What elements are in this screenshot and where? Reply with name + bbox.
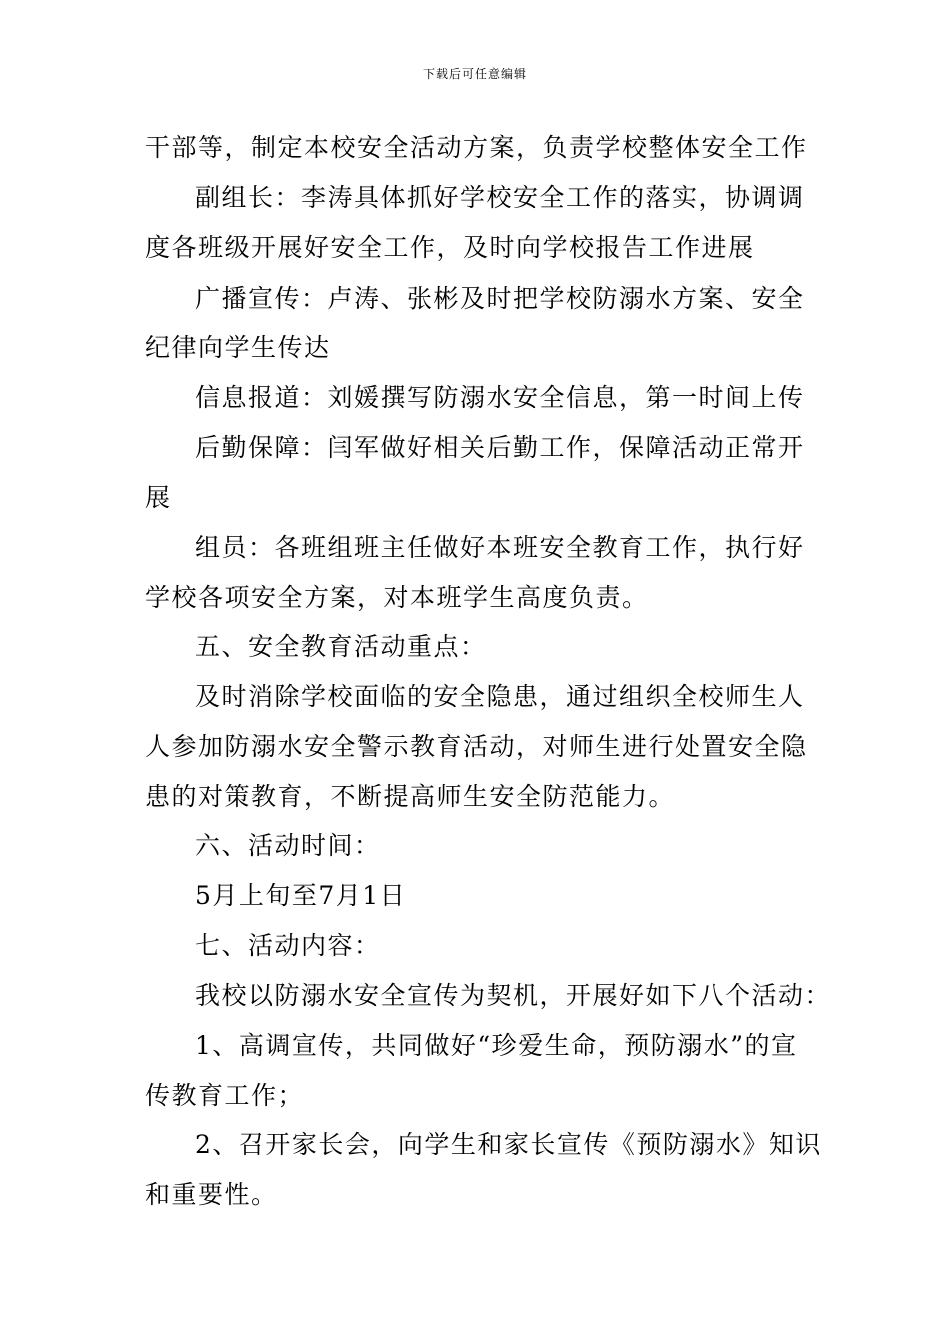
text-line: 度各班级开展好安全工作，及时向学校报告工作进展 (145, 233, 755, 262)
text-line: 人参加防溺水安全警示教育活动，对师生进行处置安全隐 (145, 732, 808, 761)
text-line: 副组长：李涛具体抓好学校安全工作的落实，协调调 (195, 183, 805, 212)
text-line: 学校各项安全方案，对本班学生高度负责。 (145, 583, 649, 612)
text-line: 展 (145, 483, 172, 512)
text-line: 五、安全教育活动重点： (195, 632, 487, 661)
text-line: 及时消除学校面临的安全隐患，通过组织全校师生人 (195, 682, 805, 711)
text-line: 干部等，制定本校安全活动方案，负责学校整体安全工作 (145, 133, 808, 162)
text-line: 六、活动时间： (195, 831, 381, 860)
text-line: 信息报道：刘媛撰写防溺水安全信息，第一时间上传 (195, 383, 805, 412)
text-line: 传教育工作； (145, 1081, 305, 1110)
text-line: 组员：各班组班主任做好本班安全教育工作，执行好 (195, 533, 805, 562)
text-line: 1、高调宣传，共同做好“珍爱生命，预防溺水”的宣 (195, 1031, 798, 1060)
text-line: 2、召开家长会，向学生和家长宣传《预防溺水》知识 (195, 1130, 822, 1159)
text-line: 5月上旬至7月1日 (195, 881, 407, 910)
text-line: 我校以防溺水安全宣传为契机，开展好如下八个活动： (195, 981, 832, 1010)
text-line: 后勤保障：闫军做好相关后勤工作，保障活动正常开 (195, 433, 805, 462)
text-line: 七、活动内容： (195, 931, 381, 960)
page-header: 下载后可任意编辑 (422, 67, 527, 81)
text-line: 广播宣传：卢涛、张彬及时把学校防溺水方案、安全 (195, 284, 805, 313)
text-line: 纪律向学生传达 (145, 333, 331, 362)
text-line: 和重要性。 (145, 1180, 278, 1209)
text-line: 患的对策教育，不断提高师生安全防范能力。 (145, 782, 676, 811)
